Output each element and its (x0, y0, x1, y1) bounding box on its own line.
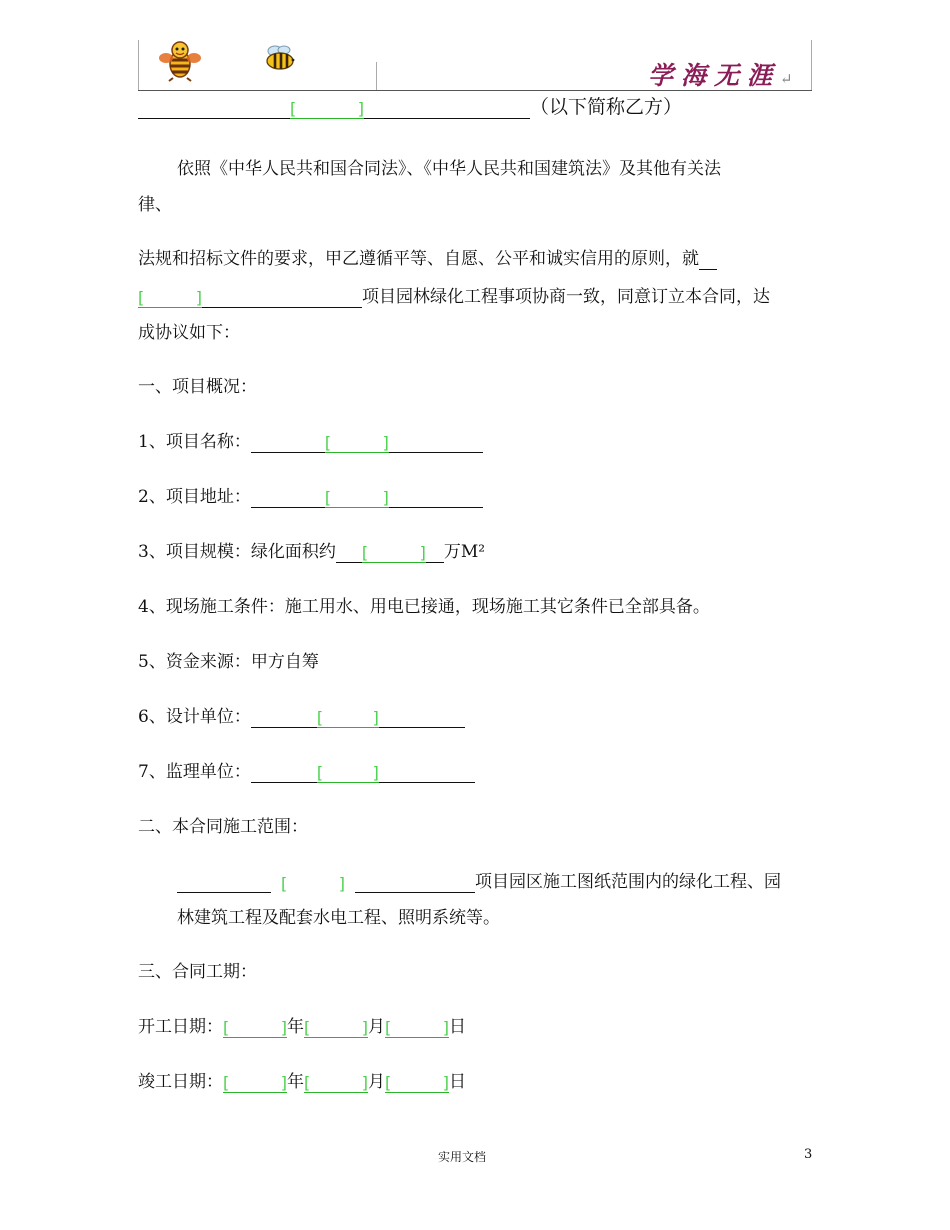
intro-line-4 (138, 286, 770, 308)
blank-line (177, 872, 271, 893)
project-name-row (138, 431, 483, 453)
blank-line (389, 487, 483, 508)
party-b-line (138, 96, 682, 119)
end-month-input[interactable]: [ ] (304, 1073, 368, 1092)
brand-text: 学海无涯 (648, 61, 781, 90)
footer-text: 实用文档 (438, 1150, 487, 1164)
site-conditions: 4、现场施工条件：施工用水、用电已接通，现场施工其它条件已全部具备。 (138, 597, 710, 617)
end-day-input[interactable]: [ ] (385, 1073, 449, 1092)
end-year-input[interactable]: [ ] (223, 1073, 287, 1092)
scope-line-2: 林建筑工程及配套水电工程、照明系统等。 (177, 908, 500, 928)
blank-line (138, 98, 290, 119)
month-label: 月 (368, 1017, 385, 1037)
green-area-input[interactable]: [ ] (361, 543, 426, 562)
design-unit-input[interactable]: [ ] (316, 708, 379, 727)
intro-line-5: 成协议如下： (138, 323, 240, 343)
intro-line-1: 依照《中华人民共和国合同法》、《中华人民共和国建筑法》及其他有关法 (177, 159, 721, 179)
project-name-field[interactable]: [ ] (138, 288, 202, 307)
blank-line (426, 542, 444, 563)
bee-icon (262, 44, 298, 72)
scope-text: 项目园区施工图纸范围内的绿化工程、园 (475, 872, 781, 892)
blank-line (251, 487, 325, 508)
blank-line (355, 872, 475, 893)
start-date-label: 开工日期： (138, 1017, 223, 1037)
scale-unit: 万M² (443, 542, 486, 562)
start-date-row (138, 1016, 466, 1038)
project-address-label: 2、项目地址： (138, 487, 251, 507)
section-3-heading: 三、合同工期： (138, 962, 257, 982)
blank-line (251, 707, 317, 728)
project-scale-label: 3、项目规模：绿化面积约 (138, 542, 336, 562)
intro-line-3-text: 法规和招标文件的要求，甲乙遵循平等、自愿、公平和诚实信用的原则，就 (138, 249, 699, 269)
header-divider (376, 62, 377, 90)
project-name-input[interactable]: [ ] (324, 433, 389, 452)
return-mark: ↵ (780, 70, 793, 88)
blank-line (251, 432, 325, 453)
blank-line (202, 287, 362, 308)
blank-line (251, 762, 317, 783)
design-unit-row (138, 706, 465, 728)
year-label: 年 (287, 1072, 304, 1092)
party-b-suffix: （以下简称乙方） (530, 96, 683, 118)
project-address-input[interactable]: [ ] (324, 488, 389, 507)
design-unit-label: 6、设计单位： (138, 707, 251, 727)
intro-line-3 (138, 248, 717, 270)
end-date-label: 竣工日期： (138, 1072, 223, 1092)
start-year-input[interactable]: [ ] (223, 1018, 287, 1037)
supervision-unit-input[interactable]: [ ] (316, 763, 379, 782)
start-month-input[interactable]: [ ] (304, 1018, 368, 1037)
section-2-heading: 二、本合同施工范围： (138, 817, 308, 837)
supervision-unit-row (138, 761, 475, 783)
day-label: 日 (449, 1072, 466, 1092)
scope-line-1 (177, 871, 781, 893)
project-name-label: 1、项目名称： (138, 432, 251, 452)
party-b-name-field[interactable]: [ ] (290, 99, 364, 118)
start-day-input[interactable]: [ ] (385, 1018, 449, 1037)
blank-line (699, 249, 717, 270)
end-date-row (138, 1071, 466, 1093)
blank-line (389, 432, 483, 453)
header-right-border (811, 40, 812, 90)
month-label: 月 (368, 1072, 385, 1092)
scope-project-input[interactable]: [ ] (281, 874, 345, 893)
intro-line-2: 律、 (138, 195, 172, 215)
header-left-border (138, 40, 139, 90)
bee-mascot-icon (158, 40, 202, 82)
day-label: 日 (449, 1017, 466, 1037)
brand-logo (648, 56, 793, 92)
project-address-row (138, 486, 483, 508)
funding-source: 5、资金来源：甲方自筹 (138, 652, 319, 672)
page-number: 3 (804, 1147, 813, 1162)
year-label: 年 (287, 1017, 304, 1037)
section-1-heading: 一、项目概况： (138, 377, 257, 397)
intro-line-4-text: 项目园林绿化工程事项协商一致，同意订立本合同，达 (362, 287, 770, 307)
blank-line (379, 762, 475, 783)
blank-line (364, 98, 530, 119)
blank-line (336, 542, 362, 563)
blank-line (379, 707, 465, 728)
project-scale-row (138, 541, 485, 563)
supervision-unit-label: 7、监理单位： (138, 762, 251, 782)
